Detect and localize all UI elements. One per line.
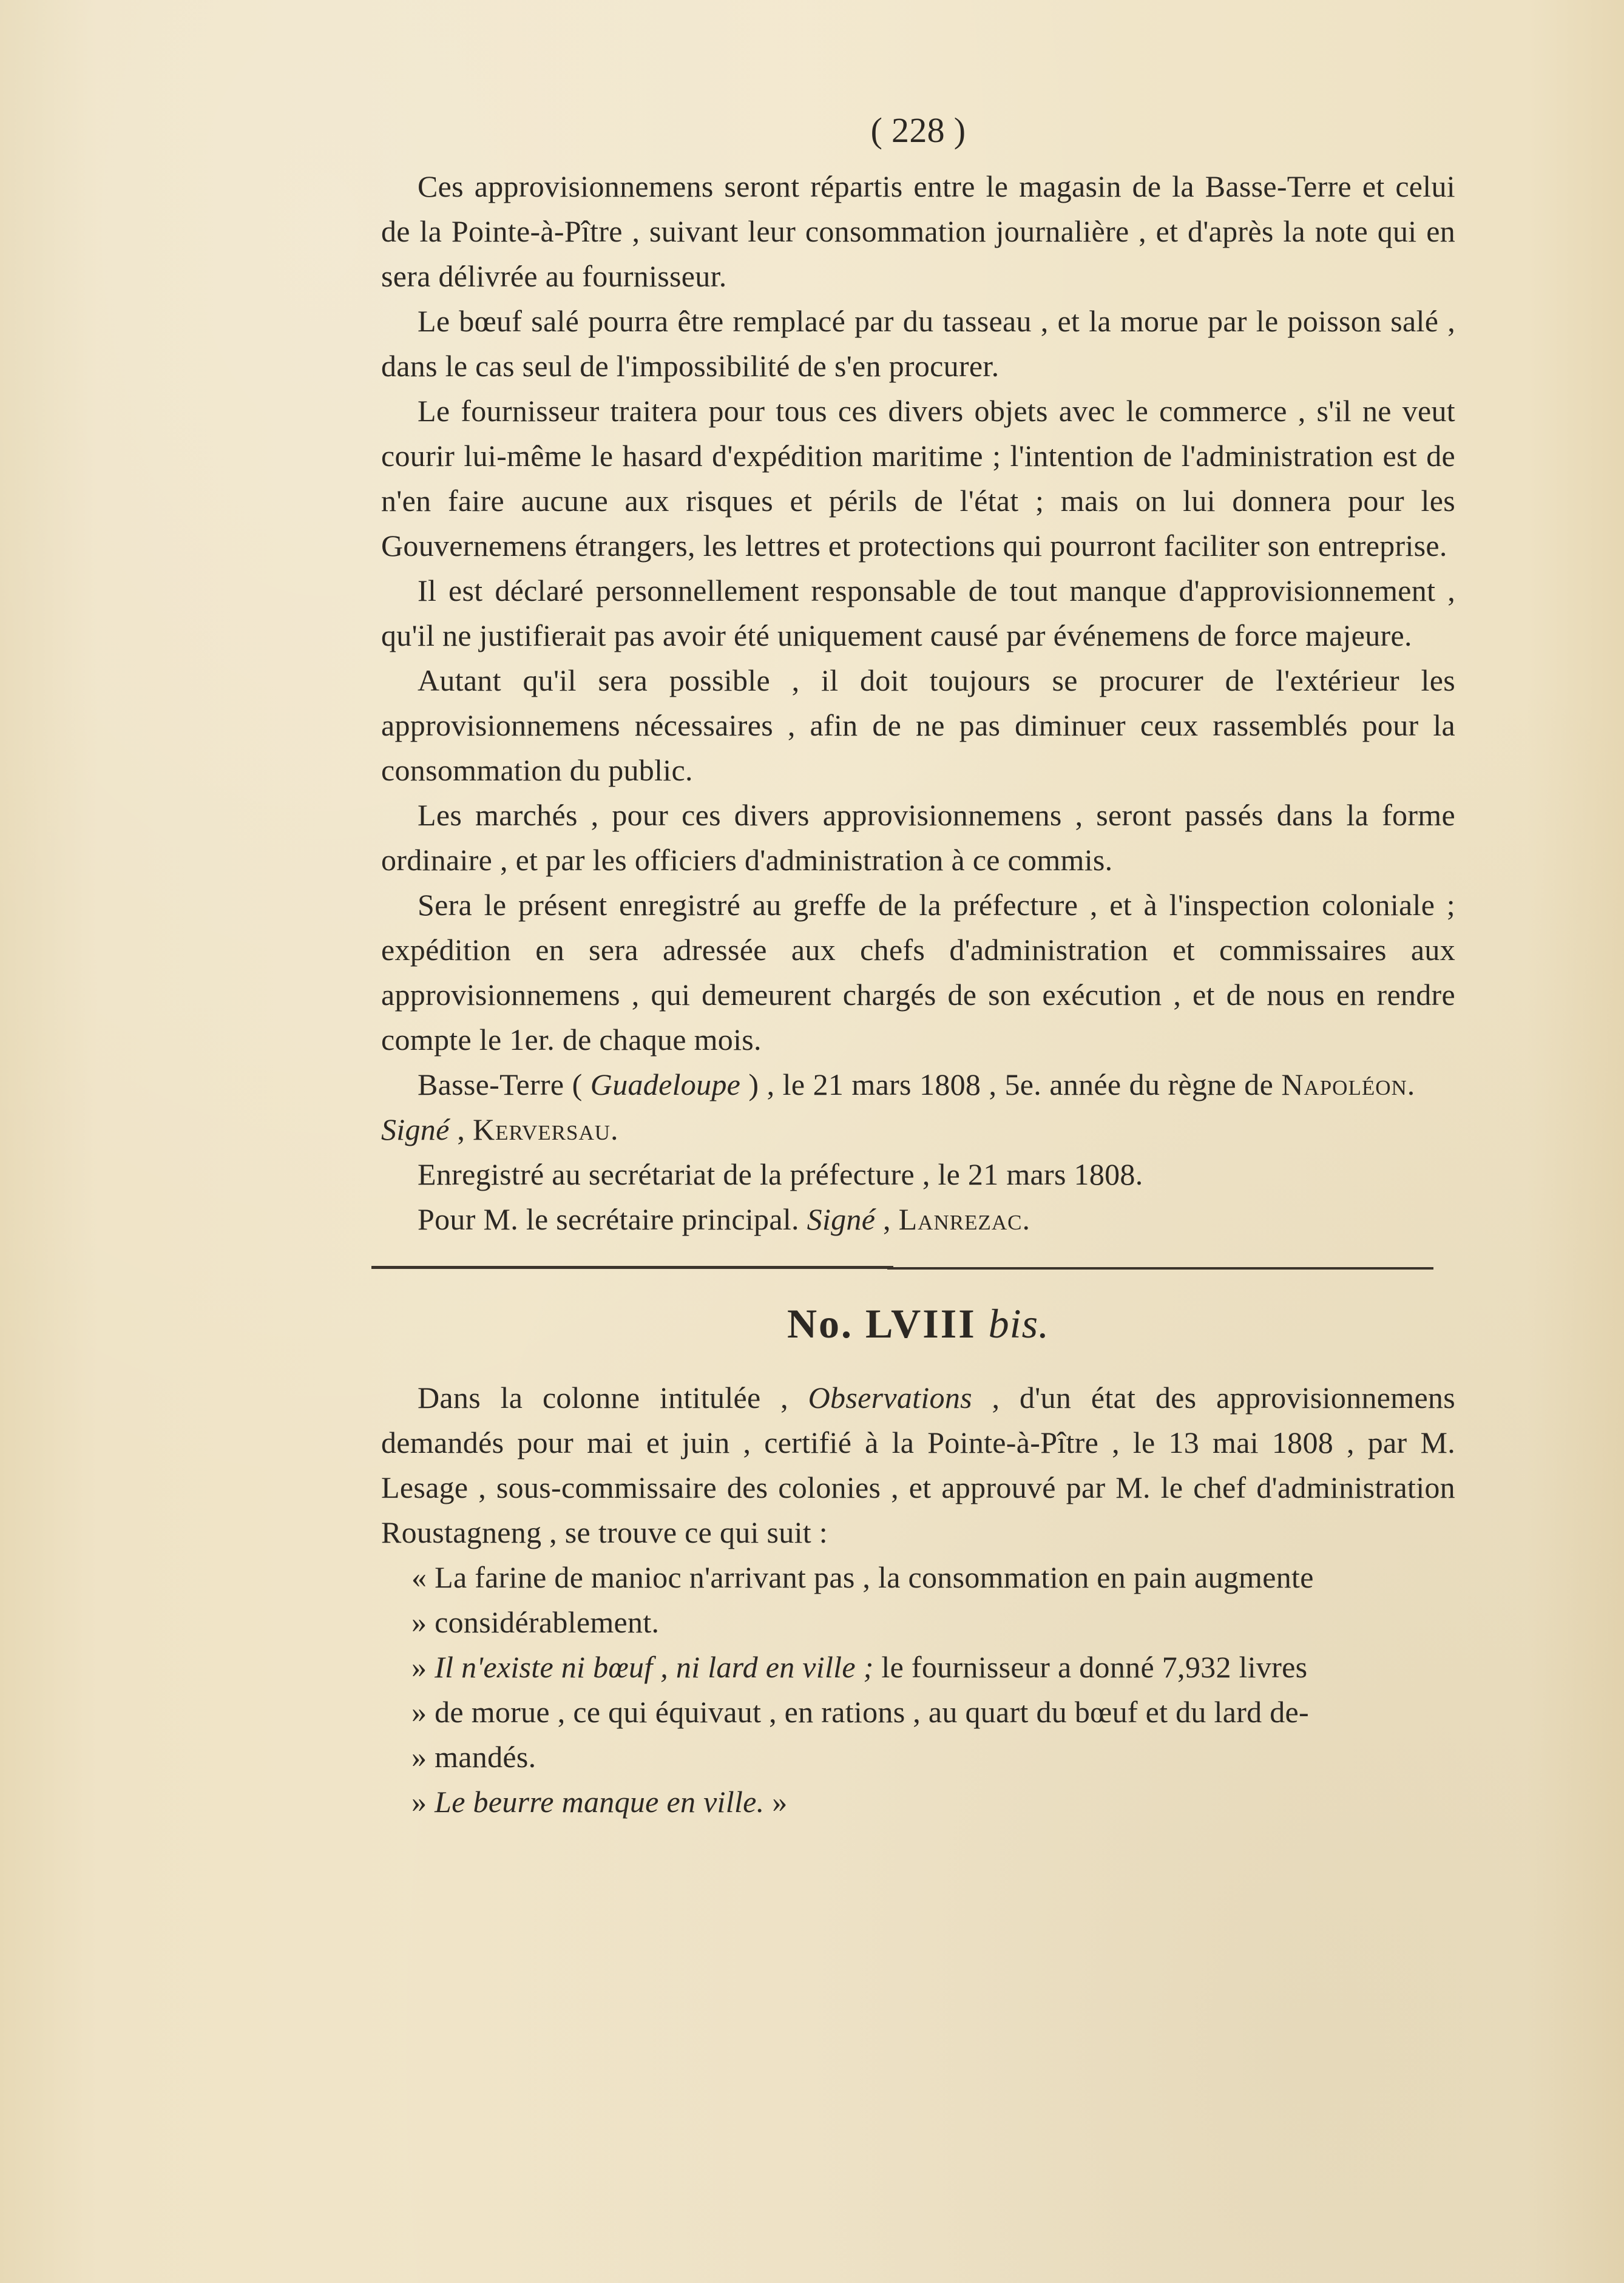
paragraph-2: Le bœuf salé pourra être remplacé par du tasseau , et la morue par le poisson salé , dans le cas seul de l'impossibilité de s'en procurer. bbox=[381, 304, 1455, 383]
page-number: ( 228 ) bbox=[870, 110, 966, 150]
quote-open-mark-6: » bbox=[411, 1785, 427, 1819]
emperor-name: Napoléon. bbox=[1281, 1067, 1416, 1101]
quote-line-1: « La farine de manioc n'arrivant pas , la consommation en pain augmente bbox=[411, 1560, 1314, 1594]
signatory-kerversau: Kerversau. bbox=[473, 1112, 619, 1146]
divider-line-right bbox=[887, 1267, 1433, 1270]
date-line-place: Guadeloupe bbox=[590, 1067, 741, 1101]
paragraph-4: Il est déclaré personnellement responsable de tout manque d'approvisionnement , qu'il ne justifierait pas avoir été uniquement causé par événemens de force majeure. bbox=[381, 573, 1455, 652]
quote-line-3 bbox=[381, 1645, 1455, 1689]
date-line-prefix: Basse-Terre ( bbox=[418, 1067, 583, 1101]
intro-column-title: Observations bbox=[808, 1381, 972, 1415]
quote-line-2: » considérablement. bbox=[411, 1605, 660, 1639]
intro-paragraph bbox=[381, 1375, 1455, 1555]
secretary-prefix: Pour M. le secrétaire principal. bbox=[418, 1202, 799, 1236]
registration-line: Enregistré au secrétariat de la préfecture , le 21 mars 1808. bbox=[418, 1157, 1143, 1191]
section-suffix: bis. bbox=[988, 1300, 1050, 1347]
date-line: Basse-Terre ( Guadeloupe ) , le 21 mars 1808 , 5e. année du règne de Napoléon. Signé , Kerversau. bbox=[381, 1067, 1416, 1146]
signe-label: Signé bbox=[381, 1112, 450, 1146]
section-divider bbox=[371, 1262, 1465, 1272]
paragraph-3: Le fournisseur traitera pour tous ces divers objets avec le commerce , s'il ne veut courir lui-même le hasard d'expédition maritime ; l'intention de l'administration est de n'en faire aucune aux risques et périls de l'état ; mais on lui donnera pour les Gouvernemens étrangers, les lettres et protections qui pourront faciliter son entreprise. bbox=[381, 394, 1455, 563]
paragraph-1: Ces approvisionnemens seront répartis entre le magasin de la Basse-Terre et celui de la Pointe-à-Pître , suivant leur consommation journalière , et d'après la note qui en sera délivrée au fournisseur. bbox=[381, 169, 1455, 293]
date-line-middle: ) , le 21 mars 1808 , 5e. année du règne de bbox=[748, 1067, 1274, 1101]
paragraph-5: Autant qu'il sera possible , il doit toujours se procurer de l'extérieur les approvisionnemens nécessaires , afin de ne pas diminuer ceux rassemblés pour la consommation du public. bbox=[381, 663, 1455, 787]
quote-line-6 bbox=[381, 1779, 1455, 1824]
secretary-line: Pour M. le secrétaire principal. Signé , Lanrezac. bbox=[418, 1202, 1030, 1236]
secretary-signe-label: Signé bbox=[807, 1202, 876, 1236]
page-content bbox=[381, 103, 1455, 1824]
intro-after: , d'un état des approvisionnemens demandés pour mai et juin , certifié à la Pointe-à-Pître , le 13 mai 1808 , par M. Lesage , sous-commissaire des colonies , et approuvé par M. le chef d'administration Roustagneng , se trouve ce qui suit : bbox=[381, 1381, 1455, 1549]
quote-line-3-italic: Il n'existe ni bœuf , ni lard en ville ; bbox=[435, 1650, 874, 1684]
quote-close-mark: » bbox=[772, 1785, 788, 1819]
quote-line-4: » de morue , ce qui équivaut , en rations , au quart du bœuf et du lard de- bbox=[411, 1695, 1309, 1729]
section-heading bbox=[381, 1296, 1455, 1351]
signatory-lanrezac: Lanrezac. bbox=[898, 1202, 1030, 1236]
paragraph-6: Les marchés , pour ces divers approvisionnemens , seront passés dans la forme ordinaire , et par les officiers d'administration à ce commis. bbox=[381, 798, 1455, 877]
intro-before: Dans la colonne intitulée , bbox=[418, 1381, 788, 1415]
quote-line-3-rest: le fournisseur a donné 7,932 livres bbox=[881, 1650, 1308, 1684]
quote-line-6-italic: Le beurre manque en ville. bbox=[435, 1785, 765, 1819]
section-number: No. LVIII bbox=[787, 1300, 976, 1347]
quote-line-5: » mandés. bbox=[411, 1740, 536, 1774]
paragraph-7: Sera le présent enregistré au greffe de la préfecture , et à l'inspection coloniale ; expédition en sera adressée aux chefs d'administration et commissaires aux approvisionnemens , qui demeurent chargés de son exécution , et de nous en rendre compte le 1er. de chaque mois. bbox=[381, 888, 1455, 1057]
divider-line-left bbox=[371, 1266, 893, 1269]
quote-open-mark-3: » bbox=[411, 1650, 427, 1684]
